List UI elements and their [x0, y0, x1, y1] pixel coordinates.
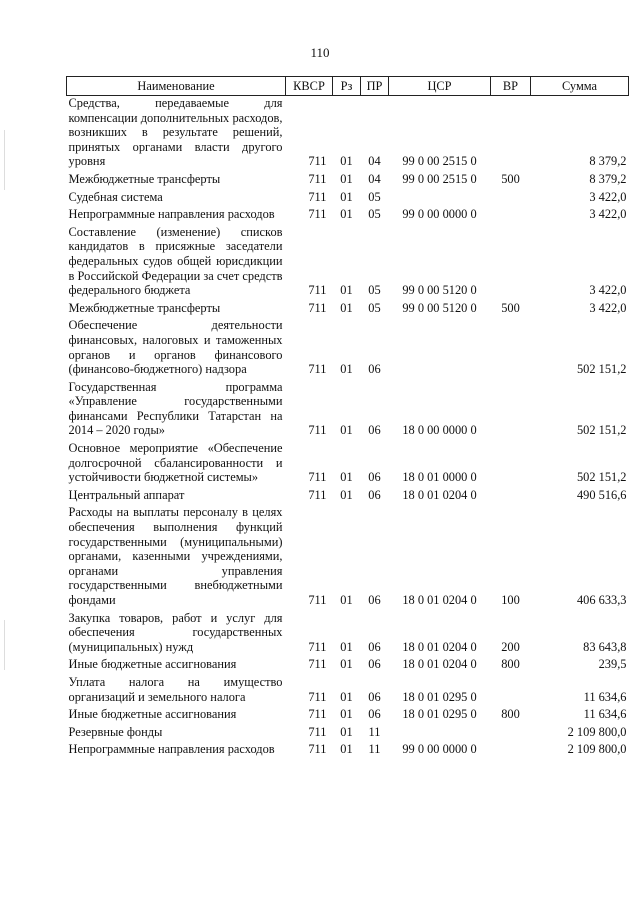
cell-sum: 11 634,6 [583, 689, 627, 704]
cell-rz: 01 [340, 593, 353, 607]
cell-sum: 3 422,0 [589, 300, 627, 315]
cell-csr: 18 0 01 0000 0 [402, 470, 477, 485]
budget-table [66, 76, 629, 760]
cell-pr: 05 [368, 207, 381, 222]
cell-name: Составление (изменение) списков кандидатов в присяжные заседатели федеральных судов общей юрисдикции в Российской Федерации за счет средств федерального бюджета [68, 224, 283, 298]
cell-rz: 01 [340, 207, 353, 222]
table-row [67, 441, 629, 485]
cell-csr [389, 318, 491, 376]
cell-kvsr: 711 [308, 362, 327, 377]
cell-pr: 05 [368, 283, 381, 298]
header-vr: ВР [491, 77, 531, 96]
cell-kvsr: 711 [308, 189, 327, 204]
cell-sum: 490 516,6 [576, 487, 627, 502]
cell-sum: 3 422,0 [589, 283, 627, 298]
cell-vr: 800 [501, 657, 520, 672]
cell-csr: 18 0 01 0295 0 [402, 707, 477, 722]
cell-vr: 800 [501, 707, 520, 722]
cell-vr [491, 207, 531, 222]
table-row [67, 505, 629, 607]
cell-sum: 11 634,6 [583, 707, 627, 722]
cell-name: Основное мероприятие «Обеспечение долгосрочной сбалансированности и устойчивости бюджетной системы» [68, 441, 283, 485]
table-row [67, 207, 629, 222]
cell-rz: 01 [340, 154, 353, 169]
cell-kvsr: 711 [308, 742, 327, 757]
cell-rz: 01 [340, 742, 353, 757]
cell-kvsr: 711 [308, 724, 327, 739]
table-row [67, 488, 629, 503]
cell-pr: 06 [368, 639, 381, 654]
cell-sum: 239,5 [598, 657, 627, 672]
cell-kvsr: 711 [308, 639, 327, 654]
cell-name: Непрограммные направления расходов [68, 742, 275, 757]
row-spacer-cell [67, 757, 629, 760]
cell-rz: 01 [340, 171, 353, 186]
cell-vr [491, 675, 531, 704]
cell-name: Непрограммные направления расходов [68, 207, 275, 222]
cell-name: Расходы на выплаты персоналу в целях обеспечения выполнения функций государственными (муниципальными) органами, казенными учреждениями, органами управления государственными внебюджетными фондами [68, 505, 283, 607]
cell-rz: 01 [340, 300, 353, 315]
cell-kvsr: 711 [308, 689, 327, 704]
table-row [67, 301, 629, 316]
cell-csr: 99 0 00 5120 0 [402, 283, 477, 298]
cell-pr: 06 [368, 593, 381, 607]
cell-rz: 01 [340, 724, 353, 739]
cell-rz: 01 [340, 707, 353, 722]
cell-rz: 01 [340, 423, 353, 438]
header-csr: ЦСР [389, 77, 491, 96]
cell-vr [491, 225, 531, 298]
cell-kvsr: 711 [308, 470, 327, 485]
table-row [67, 225, 629, 298]
cell-sum: 502 151,2 [576, 470, 627, 485]
cell-kvsr: 711 [308, 171, 327, 186]
table-body [67, 96, 629, 760]
cell-vr [491, 725, 531, 740]
cell-vr: 500 [501, 171, 520, 186]
cell-name: Обеспечение деятельности финансовых, налоговых и таможенных органов и органов финансового (финансово-бюджетного) надзора [68, 318, 283, 377]
table-row [67, 675, 629, 704]
cell-vr [491, 441, 531, 485]
cell-sum: 406 633,3 [576, 593, 627, 607]
cell-rz: 01 [340, 639, 353, 654]
table-row [67, 318, 629, 376]
cell-kvsr: 711 [308, 707, 327, 722]
cell-sum: 8 379,2 [589, 171, 627, 186]
table-row [67, 611, 629, 655]
cell-vr [491, 318, 531, 376]
header-kvsr: КВСР [286, 77, 333, 96]
cell-vr [491, 96, 531, 169]
cell-vr [491, 190, 531, 205]
cell-vr [491, 488, 531, 503]
cell-name: Иные бюджетные ассигнования [68, 657, 237, 672]
cell-csr: 99 0 00 5120 0 [402, 300, 477, 315]
cell-sum: 2 109 800,0 [567, 724, 627, 739]
cell-vr [491, 742, 531, 757]
cell-csr: 99 0 00 2515 0 [402, 154, 477, 169]
table-row [67, 96, 629, 169]
cell-csr: 18 0 01 0204 0 [402, 593, 477, 607]
cell-csr [389, 725, 491, 740]
header-name: Наименование [67, 77, 286, 96]
cell-name: Резервные фонды [68, 724, 163, 739]
cell-vr [491, 380, 531, 438]
cell-csr: 18 0 01 0204 0 [402, 487, 477, 502]
cell-pr: 06 [368, 707, 381, 722]
cell-csr: 99 0 00 2515 0 [402, 171, 477, 186]
cell-name: Центральный аппарат [68, 487, 185, 502]
cell-pr: 06 [368, 657, 381, 672]
cell-kvsr: 711 [308, 283, 327, 298]
cell-rz: 01 [340, 470, 353, 485]
cell-pr: 11 [368, 742, 381, 757]
cell-csr: 18 0 01 0295 0 [402, 689, 477, 704]
cell-pr: 06 [368, 470, 381, 485]
cell-rz: 01 [340, 189, 353, 204]
cell-pr: 05 [368, 189, 381, 204]
cell-vr: 500 [501, 300, 520, 315]
cell-rz: 01 [340, 657, 353, 672]
table-row [67, 707, 629, 722]
cell-name: Иные бюджетные ассигнования [68, 707, 237, 722]
cell-kvsr: 711 [308, 487, 327, 502]
cell-rz: 01 [340, 283, 353, 298]
cell-csr [389, 190, 491, 205]
cell-name: Средства, передаваемые для компенсации дополнительных расходов, возникших в результате решений, принятых органами власти другого уровня [68, 96, 283, 169]
cell-pr: 06 [368, 689, 381, 704]
cell-name: Межбюджетные трансферты [68, 171, 221, 186]
header-rz: Рз [333, 77, 361, 96]
cell-csr: 18 0 01 0204 0 [402, 639, 477, 654]
cell-sum: 3 422,0 [589, 189, 627, 204]
header-pr: ПР [361, 77, 389, 96]
cell-rz: 01 [340, 362, 353, 377]
header-sum: Сумма [531, 77, 629, 96]
cell-name: Судебная система [68, 189, 163, 204]
cell-pr: 11 [368, 724, 381, 739]
cell-pr: 04 [368, 154, 381, 169]
table-row [67, 380, 629, 438]
cell-pr: 06 [368, 487, 381, 502]
cell-pr: 06 [368, 362, 381, 377]
cell-name: Государственная программа «Управление государственными финансами Республики Татарстан на 2014 – 2020 годы» [68, 379, 283, 438]
table-row [67, 725, 629, 740]
table-header-row [67, 77, 629, 96]
cell-kvsr: 711 [308, 154, 327, 169]
cell-name: Межбюджетные трансферты [68, 300, 221, 315]
cell-sum: 3 422,0 [589, 207, 627, 222]
cell-vr: 200 [501, 639, 520, 654]
cell-name: Закупка товаров, работ и услуг для обеспечения государственных (муниципальных) нужд [68, 610, 283, 654]
cell-pr: 05 [368, 300, 381, 315]
cell-kvsr: 711 [308, 593, 327, 607]
cell-kvsr: 711 [308, 300, 327, 315]
cell-csr: 18 0 01 0204 0 [402, 657, 477, 672]
scan-margin-mark [4, 130, 5, 190]
row-spacer [67, 757, 629, 760]
cell-kvsr: 711 [308, 423, 327, 438]
cell-csr: 99 0 00 0000 0 [402, 742, 477, 757]
table-row [67, 657, 629, 672]
cell-rz: 01 [340, 487, 353, 502]
cell-rz: 01 [340, 689, 353, 704]
cell-kvsr: 711 [308, 657, 327, 672]
cell-pr: 04 [368, 171, 381, 186]
cell-sum: 502 151,2 [576, 423, 627, 438]
cell-csr: 18 0 00 0000 0 [402, 423, 477, 438]
cell-kvsr: 711 [308, 207, 327, 222]
cell-vr: 100 [501, 593, 520, 607]
table-row [67, 742, 629, 757]
cell-sum: 2 109 800,0 [567, 742, 627, 757]
cell-pr: 06 [368, 423, 381, 438]
table-row [67, 172, 629, 187]
cell-name: Уплата налога на имущество организаций и земельного налога [68, 674, 283, 704]
table-row [67, 190, 629, 205]
cell-sum: 502 151,2 [576, 362, 627, 377]
cell-sum: 83 643,8 [583, 639, 627, 654]
scan-margin-mark [4, 620, 5, 670]
page-number: 110 [310, 45, 330, 60]
cell-sum: 8 379,2 [589, 154, 627, 169]
cell-csr: 99 0 00 0000 0 [402, 207, 477, 222]
